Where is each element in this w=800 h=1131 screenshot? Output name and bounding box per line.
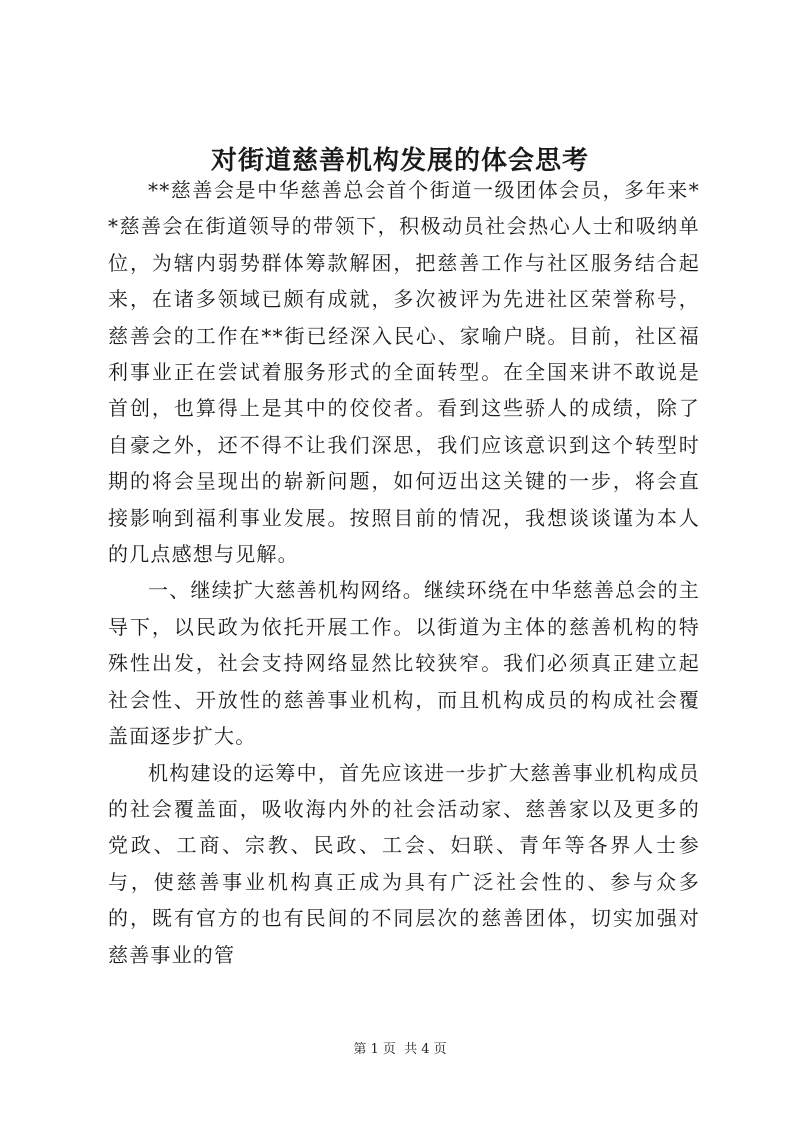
document-body bbox=[108, 172, 700, 973]
page-total: 共 4 页 bbox=[404, 1042, 447, 1057]
page-footer bbox=[0, 1041, 800, 1059]
page-number: 第 1 页 bbox=[353, 1042, 396, 1057]
paragraph-organization-building: 机构建设的运筹中，首先应该进一步扩大慈善事业机构成员的社会覆盖面，吸收海内外的社会活动家、慈善家以及更多的党政、工商、宗教、民政、工会、妇联、青年等各界人士参与，使慈善事业机构真正成为具有广泛社会性的、参与众多的，既有官方的也有民间的不同层次的慈善团体，切实加强对慈善事业的管 bbox=[108, 760, 700, 967]
paragraph-section-one: 一、继续扩大慈善机构网络。继续环绕在中华慈善总会的主导下，以民政为依托开展工作。以街道为主体的慈善机构的特殊性出发，社会支持网络显然比较狭窄。我们必须真正建立起社会性、开放性的慈善事业机构，而且机构成员的构成社会覆盖面逐步扩大。 bbox=[108, 578, 700, 749]
paragraph-intro: **慈善会是中华慈善总会首个街道一级团体会员，多年来**慈善会在街道领导的带领下，积极动员社会热心人士和吸纳单位，为辖内弱势群体筹款解困，把慈善工作与社区服务结合起来，在诸多领域已颇有成就，多次被评为先进社区荣誉称号，慈善会的工作在**街已经深入民心、家喻户晓。目前，社区福利事业正在尝试着服务形式的全面转型。在全国来讲不敢说是首创，也算得上是其中的佼佼者。看到这些骄人的成绩，除了自豪之外，还不得不让我们深思，我们应该意识到这个转型时期的将会呈现出的崭新问题，如何迈出这关键的一步，将会直接影响到福利事业发展。按照目前的情况，我想谈谈谨为本人的几点感想与见解。 bbox=[108, 178, 700, 567]
document-title: 对街道慈善机构发展的体会思考 bbox=[210, 146, 589, 176]
